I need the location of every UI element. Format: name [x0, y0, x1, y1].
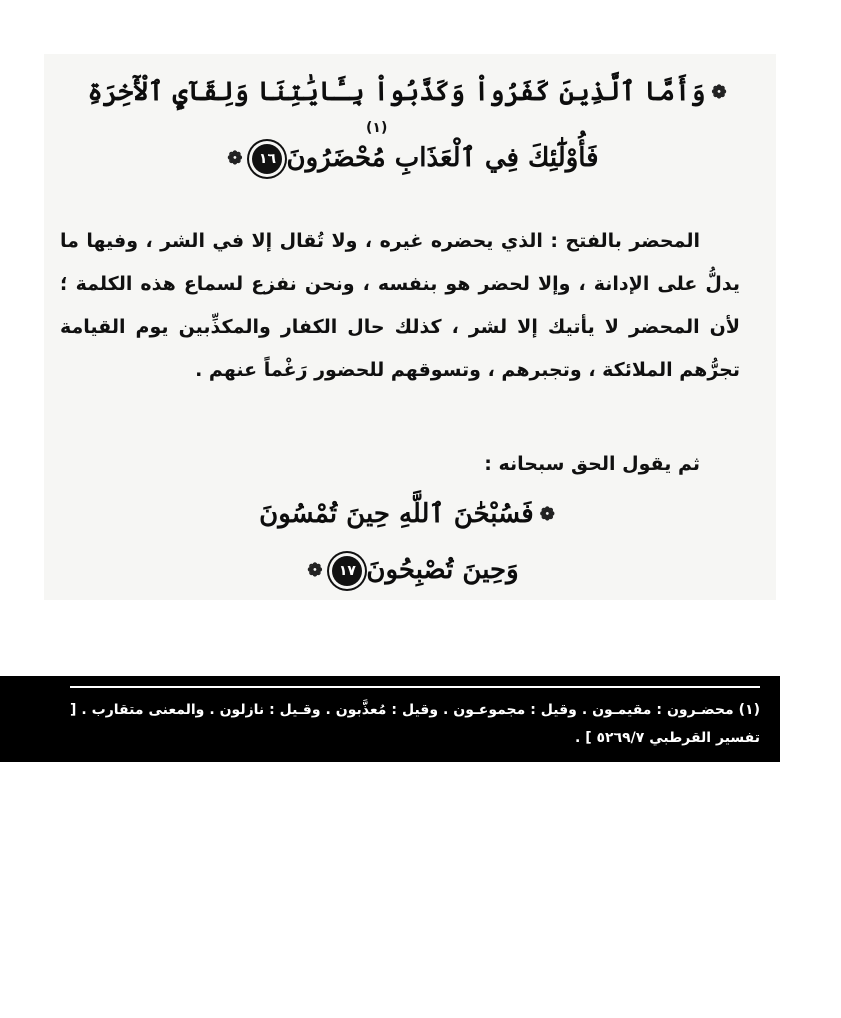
verse-17-line-1-text: فَسُبْحَٰنَ ٱللَّهِ حِينَ تُمْسُونَ — [259, 499, 534, 529]
verse-ornament: ❁ — [307, 560, 323, 581]
verse-number-badge: ١٧ — [332, 556, 362, 586]
verse-16-line-2-text: فَأُوْلَٰٓئِكَ فِي ٱلْعَذَابِ مُحْضَرُونَ — [286, 143, 599, 173]
verse-17-line-2 — [44, 550, 776, 591]
footnote-reference: (١) — [366, 120, 388, 136]
verse-ornament: ❁ — [227, 148, 243, 169]
footnote-band — [0, 676, 780, 762]
verse-16-line-2 — [44, 138, 776, 179]
commentary-paragraph — [60, 220, 740, 392]
verse-number-badge: ١٦ — [252, 144, 282, 174]
footnote-divider — [70, 686, 760, 688]
footnote-text: (١) محضـرون : مقيمـون . وقيل : مجموعـون . وقيل : مُعذَّبون . وقـيل : نازلون . والمعنى متقارب . [ تفسير القرطبي ٥٢٦٩/٧ ] . — [70, 702, 760, 746]
verse-16-line-1-text: وَأَمَّا ٱلَّذِينَ كَفَرُواْ وَكَذَّبُواْ بِـَٔايَٰتِنَا وَلِقَآيِٕ ٱلْأٓخِرَةِ — [87, 77, 706, 107]
commentary-intro: ثم يقول الحق سبحانه : — [484, 453, 700, 475]
verse-17-line-2-text: وَحِينَ تُصْبِحُونَ — [366, 555, 519, 585]
verse-ornament: ❁ — [539, 504, 555, 525]
scanned-page — [44, 54, 776, 600]
verse-ornament: ❁ — [711, 82, 727, 103]
verse-17-line-1 — [44, 494, 776, 535]
verse-16-line-1 — [44, 72, 776, 113]
commentary-text: المحضر بالفتح : الذي يحضره غيره ، ولا تُقال إلا في الشر ، وفيها ما يدلُّ على الإدانة ، وإلا لحضر هو بنفسه ، ونحن نفزع لسماع هذه الكلمة ؛ لأن المحضر لا يأتيك إلا لشر ، كذلك حال الكفار والمكذِّبين يوم القيامة تجرُّهم الملائكة ، وتجبرهم ، وتسوقهم للحضور رَغْماً عنهم . — [60, 230, 740, 381]
